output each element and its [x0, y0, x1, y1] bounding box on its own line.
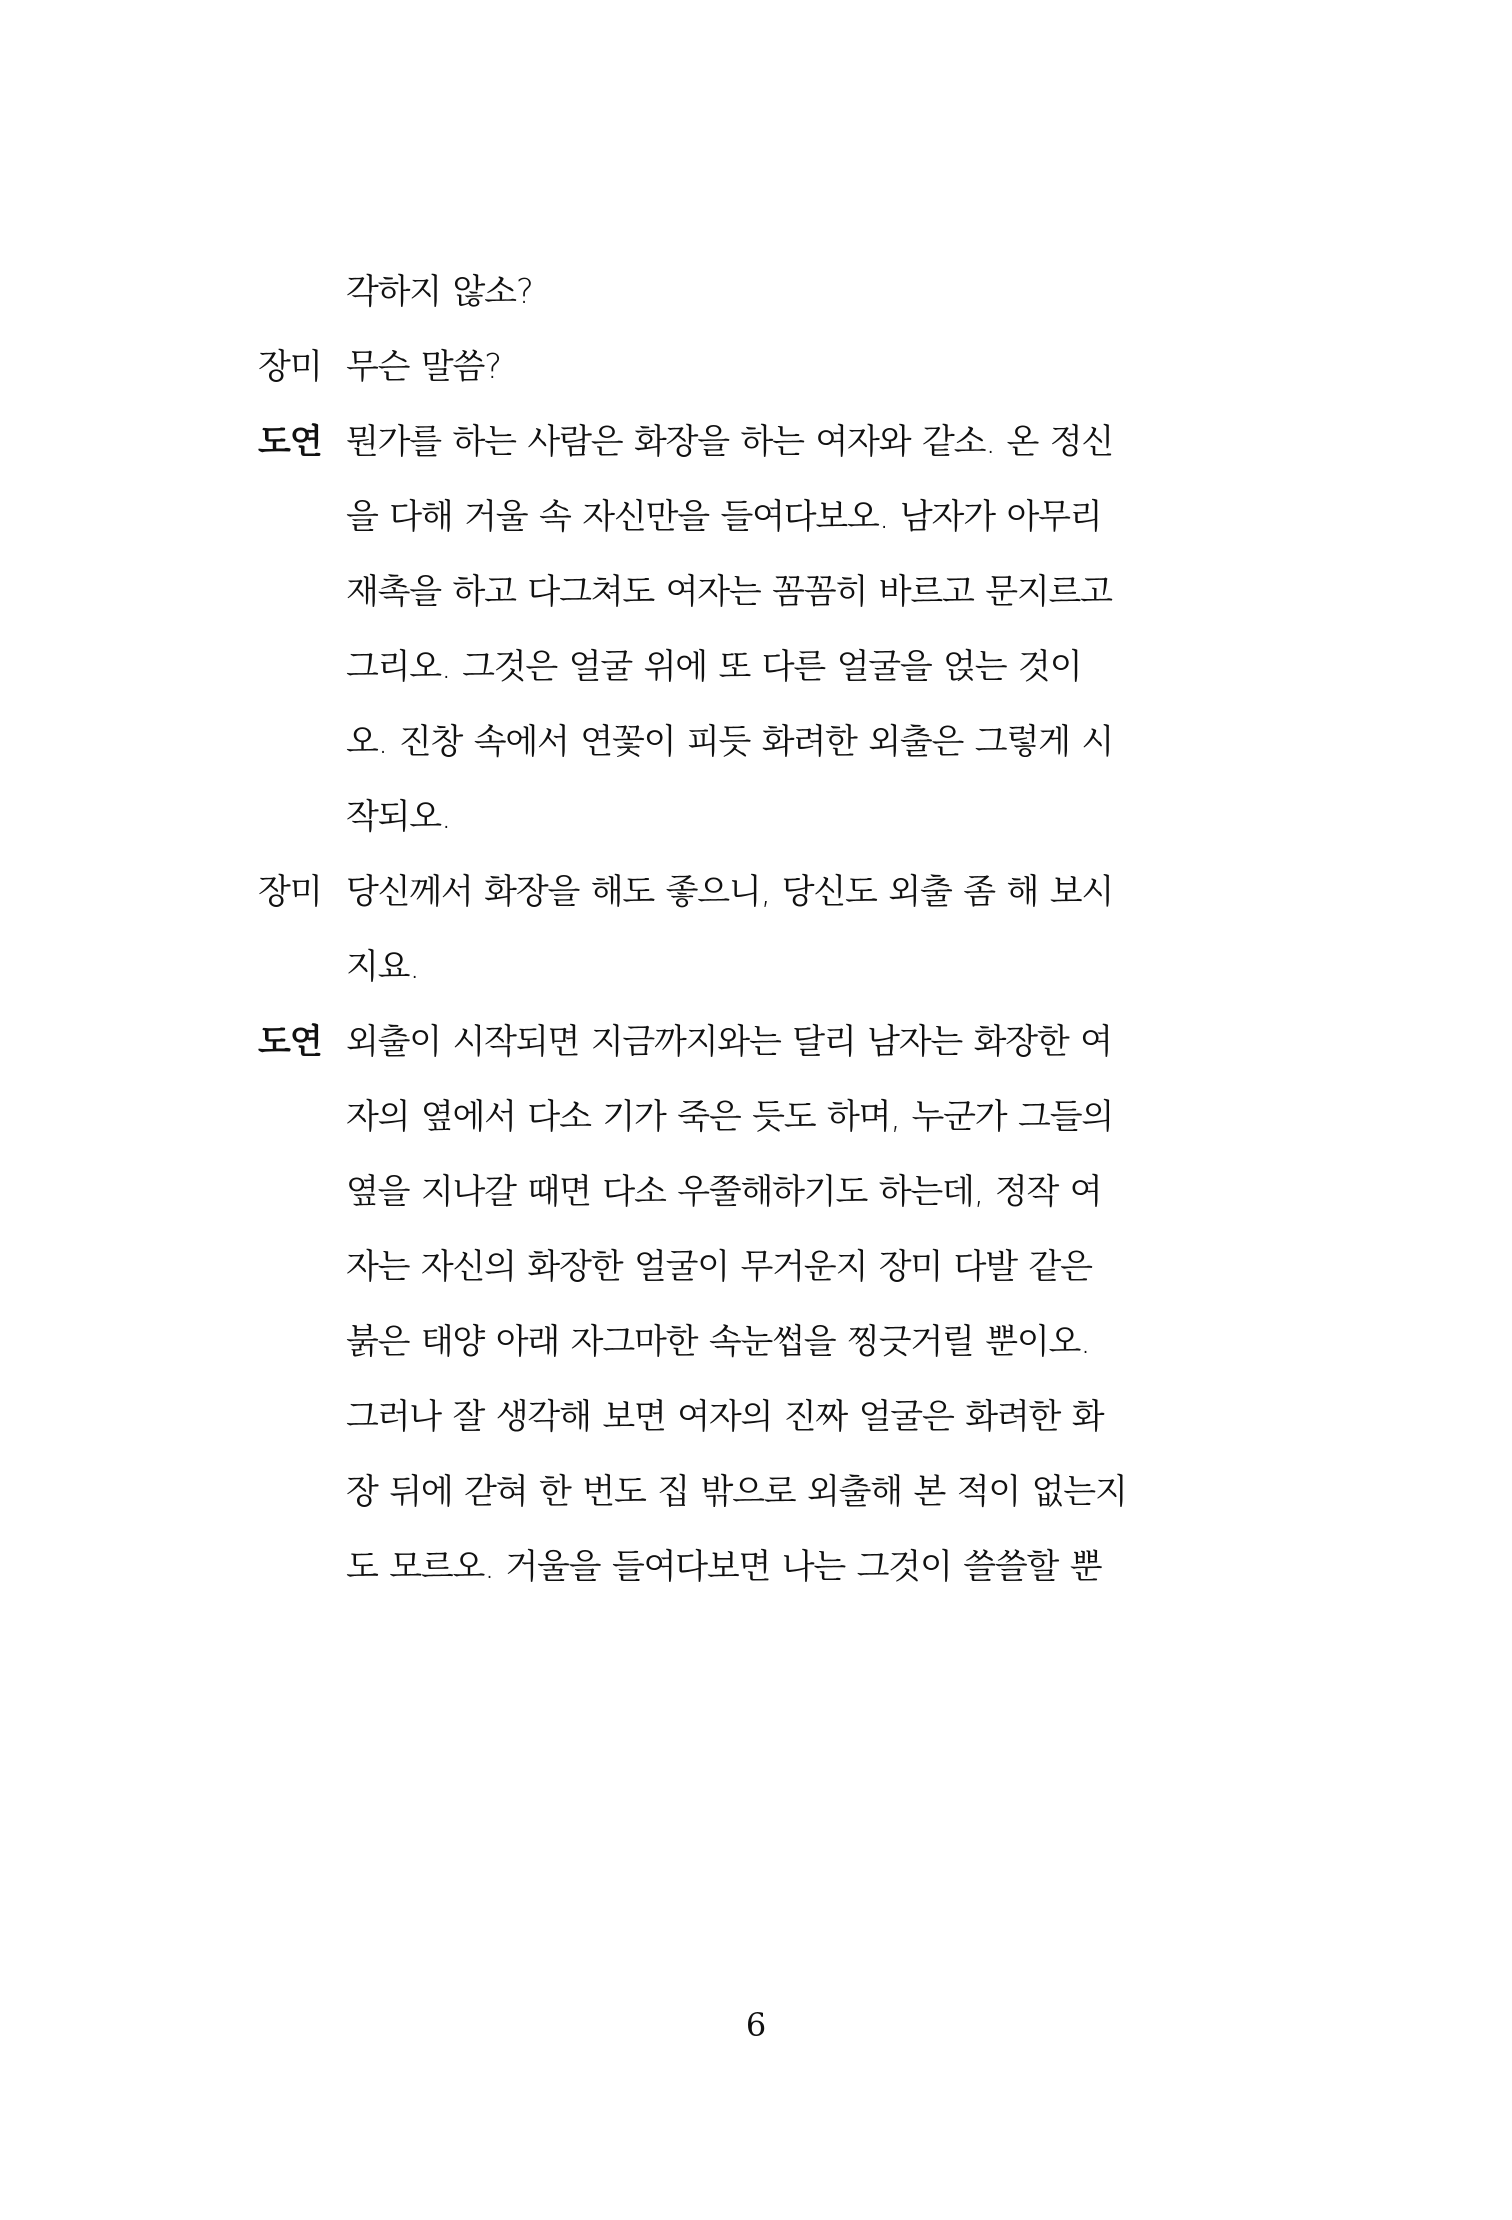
dialogue-line: 장 뒤에 갇혀 한 번도 집 밖으로 외출해 본 적이 없는지 [346, 1472, 1127, 1512]
dialogue-entry [258, 405, 1208, 855]
dialogue-line: 지요. [346, 947, 419, 987]
dialogue-line: 붉은 태양 아래 자그마한 속눈썹을 찡긋거릴 뿐이오. [346, 1322, 1090, 1362]
dialogue-line: 오. 진창 속에서 연꽃이 피듯 화려한 외출은 그렇게 시 [346, 722, 1113, 762]
dialogue-text [346, 855, 1208, 1005]
script-dialogue [258, 255, 1208, 1605]
dialogue-line: 을 다해 거울 속 자신만을 들여다보오. 남자가 아무리 [346, 497, 1102, 537]
speaker-name: 장미 [258, 872, 322, 912]
dialogue-line: 뭔가를 하는 사람은 화장을 하는 여자와 같소. 온 정신 [346, 422, 1113, 462]
dialogue-line: 당신께서 화장을 해도 좋으니, 당신도 외출 좀 해 보시 [346, 872, 1113, 912]
speaker-name [258, 255, 346, 330]
dialogue-text [346, 1005, 1208, 1605]
dialogue-line: 재촉을 하고 다그쳐도 여자는 꼼꼼히 바르고 문지르고 [346, 572, 1112, 612]
dialogue-line: 그리오. 그것은 얼굴 위에 또 다른 얼굴을 얹는 것이 [346, 647, 1082, 687]
speaker-name: 도연 [258, 1022, 322, 1062]
dialogue-line: 자의 옆에서 다소 기가 죽은 듯도 하며, 누군가 그들의 [346, 1097, 1113, 1137]
dialogue-line: 자는 자신의 화장한 얼굴이 무거운지 장미 다발 같은 [346, 1247, 1092, 1287]
page-number: 6 [745, 2006, 767, 2044]
dialogue-line: 각하지 않소? [346, 272, 533, 312]
dialogue-line: 작되오. [346, 797, 451, 837]
speaker-name: 장미 [258, 347, 322, 387]
dialogue-line: 그러나 잘 생각해 보면 여자의 진짜 얼굴은 화려한 화 [346, 1397, 1104, 1437]
dialogue-line: 도 모르오. 거울을 들여다보면 나는 그것이 쓸쓸할 뿐 [346, 1547, 1102, 1587]
dialogue-entry [258, 255, 1208, 330]
dialogue-entry [258, 855, 1208, 1005]
dialogue-entry [258, 330, 1208, 405]
dialogue-line: 무슨 말씀? [346, 347, 502, 387]
dialogue-entry [258, 1005, 1208, 1605]
dialogue-text [346, 255, 1208, 330]
dialogue-text [346, 330, 1208, 405]
dialogue-text [346, 405, 1208, 855]
dialogue-line: 옆을 지나갈 때면 다소 우쭐해하기도 하는데, 정작 여 [346, 1172, 1102, 1212]
speaker-name: 도연 [258, 422, 322, 462]
dialogue-line: 외출이 시작되면 지금까지와는 달리 남자는 화장한 여 [346, 1022, 1112, 1062]
